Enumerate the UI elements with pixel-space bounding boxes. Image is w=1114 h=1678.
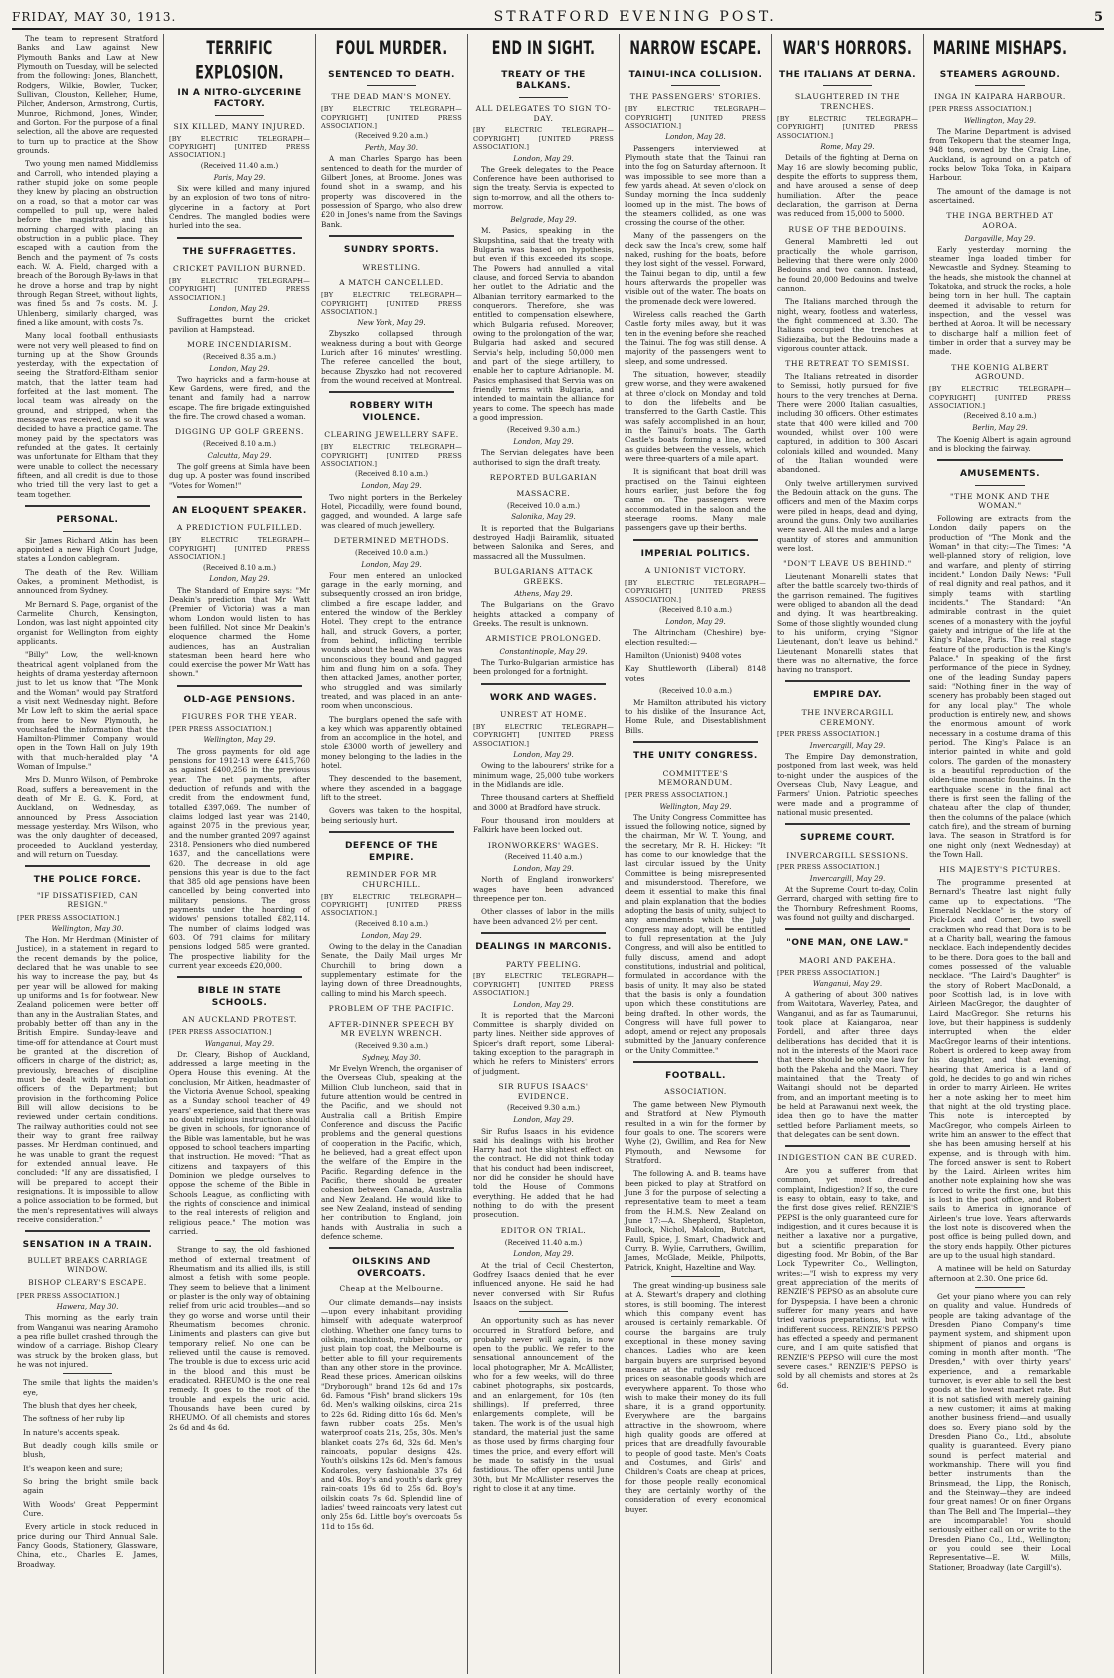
- paragraph: The great winding-up business sale at A. Stewart's drapery and clothing stores, is still booming. The interest which this company event has aroused is certainly remarkable. Of course the bargains are truly exceptional in these money saving chances. Ladies who are keen bargain buyers are surprised beyond measure at the ruthlessly reduced prices on seasonable goods which are everywhere apparent. To those who wish to make their money do its full share, it is a grand opportunity. Everywhere are the bargains attractive in the showroom, where high quality goods are offered at prices that are dreadfully favourable to people of good taste. Men's Coats and Costumes, and Girls' and Children's Coats are cheap at prices, for those people really economical they are certainly worthy of the consideration of every economical buyer.: [625, 1280, 766, 1514]
- divider: [975, 85, 1025, 86]
- divider: [329, 1247, 454, 1249]
- subheading: AN AUCKLAND PROTEST.: [182, 1015, 297, 1025]
- divider: [633, 1061, 758, 1063]
- subheading: FIGURES FOR THE YEAR.: [181, 712, 298, 722]
- paragraph: Two young men named Middlemiss and Carroll, who intended playing a rather stupid joke on some people they knew by placing an obstruction on a road, so that a motor car was compelled to pull up, were haled before the magistrate, and this morning charged with placing an obstruction in a public place. They escaped with a caution from the Bench and the payment of 7s costs each. W. A. Field, charged with a breach of the Borough By-laws in that he drove a horse and trap by night through Regan Street, without lights, was fined 5s and 7s costs. M. J. Uhlenberg, similarly charged, was fined a like amount, with costs 7s.: [17, 159, 158, 327]
- paragraph: The Standard of Empire says: "Mr Deakin's prediction that Mr Watt (Premier of Victoria) was a man whom London would listen to has been fulfilled. Not since Mr Deakin's eloquence charmed the Home audiences, has an Australian statesman been heard here who could exercise the power Mr Watt has shown.": [169, 585, 310, 679]
- paragraph: Early yesterday morning the steamer Inga loaded timber for Newcastle and Sydney. Steaming to the heads, she mistook the channel at Tokatoka, and struck the rocks, a hole being torn in her hull. The captain deemed it advisable to return for inspection, and the vessel was berthed at Aoroa. It will be necessary to discharge half a million feet of timber in order that a survey may be made.: [929, 244, 1071, 357]
- dateline: London, May 29.: [209, 363, 270, 373]
- section-heading: DEALINGS IN MARCONIS.: [475, 942, 612, 953]
- paragraph: It is reported that the Bulgarians destroyed Hadji Bairamlik, situated between Salonika and Seres, and massacred all the Mussulmen.: [473, 523, 614, 561]
- dateline: London, May 29.: [209, 574, 270, 584]
- section-heading: EMPIRE DAY.: [813, 690, 882, 701]
- paragraph: Mrs D. Munro Wilson, of Pembroke Road, suffers a bereavement in the death of Mr E. G. K. Ford, at Auckland, on Wednesday, as announced by Press Association message yesterday. Mrs Wilson, who was the only daughter of deceased, proceeded to Auckland yesterday, and will return on Tuesday.: [17, 775, 158, 860]
- paragraph: The golf greens at Simla have been dug up. A poster was found inscribed "Votes for Women!": [169, 461, 310, 490]
- dateline: Wellington, May 29.: [203, 735, 276, 745]
- received-time: (Received 9.30 a.m.): [506, 1104, 581, 1113]
- agency-line: [BY ELECTRIC TELEGRAPH—COPYRIGHT] [UNITED PRESS ASSOCIATION.]: [321, 105, 462, 131]
- divider: [25, 1230, 150, 1232]
- paragraph: Govers was taken to the hospital, being seriously hurt.: [321, 806, 462, 825]
- paragraph: Four thousand iron moulders at Falkirk have been locked out.: [473, 816, 614, 835]
- paragraph: Three thousand carters at Sheffield and 3000 at Bradford have struck.: [473, 793, 614, 812]
- subheading: STEAMERS AGROUND.: [939, 69, 1061, 80]
- paragraph: The burglars opened the safe with a key which was apparently obtained from an accomplice in the hotel, and stole £3000 worth of jewellery and money belonging to the ladies in the hotel.: [321, 714, 462, 771]
- column-6: [772, 34, 924, 1674]
- dateline: Perth, May 30.: [364, 143, 418, 153]
- dateline: Wanganui, May 29.: [204, 1038, 275, 1048]
- paragraph: "Billy" Low, the well-known theatrical agent volplaned from the heights of drama yesterday afternoon just to let us know that "The Monk and the Woman" would pay Stratford a visit next Wednesday night. Before Mr Low left to skim the aerial space from here to New Plymouth, he vouchsafed the information that the Hamilton-Plimmer Company would open in the Town Hall on July 19th with that much-heralded play "A Woman of Impulse.": [17, 650, 158, 772]
- poem-line: The softness of her ruby lip: [23, 1414, 125, 1424]
- subheading: WRESTLING.: [362, 262, 421, 272]
- subheading: REMINDER FOR MR CHURCHILL.: [346, 870, 437, 889]
- section-heading: THE POLICE FORCE.: [33, 875, 142, 886]
- paragraph: Sir Rufus Isaacs in his evidence said his dealings with his brother Harry had not the slightest effect on the contract. He did not think today that his conduct had been indiscreet, nor did he consider he should have told the House of Commons everything. He added that he had nothing to do with the present prosecution.: [473, 1126, 614, 1220]
- paragraph: This morning as the early train from Wanganui was nearing Aramoho a pea rifle bullet crashed through the window of a carriage. Bishop Cleary was struck by the broken glass, but he was not injured.: [17, 1313, 158, 1369]
- subheading: THE INGA BERTHED AT AOROA.: [946, 211, 1054, 230]
- subheading: CRICKET PAVILION BURNED.: [173, 264, 306, 274]
- paper-title: STRATFORD EVENING POST.: [493, 9, 777, 25]
- dateline: Wellington, May 29.: [963, 115, 1037, 125]
- paragraph: North of England ironworkers' wages have been advanced threepence per ton.: [473, 875, 614, 904]
- paragraph: The death of the Rev. William Oakes, a prominent Methodist, is announced from Sydney.: [17, 567, 158, 596]
- received-time: (Received 10.0 a.m.): [506, 501, 581, 510]
- paragraph: General Mambretti led out practically the whole garrison, believing that there were only 2000 Bedouins and two cannon. Instead, he found 20,000 Bedouins and twelve cannon.: [777, 237, 918, 293]
- subheading: "DON'T LEAVE US BEHIND.": [783, 559, 912, 569]
- paragraph: It is significant that boat drill was practised on the Tainui eighteen hours earlier, just before the fog came on. The passengers were accommodated in the saloon and the steerage rooms. Many male passengers gave up their berths.: [625, 467, 766, 533]
- paragraph: Owing to the delay in the Canadian Senate, the Daily Mail urges Mr Churchill to bring down a supplementary estimate for the laying down of three Dreadnoughts, calling to mind his March speech.: [321, 941, 462, 998]
- headline: NARROW ESCAPE.: [629, 38, 762, 60]
- subheading: BULGARIANS ATTACK GREEKS.: [493, 566, 594, 586]
- agency-line: [PER PRESS ASSOCIATION.]: [625, 791, 728, 800]
- divider: [785, 1145, 910, 1147]
- divider: [785, 928, 910, 930]
- dateline: London, May 29.: [513, 153, 574, 163]
- section-heading: OLD-AGE PENSIONS.: [183, 694, 296, 705]
- paragraph: Many local football enthusiasts were not very well pleased to find on turning up at the Show Grounds yesterday, with the expectation of seeing the Stratford-Eltham senior match, that the latter team had forfeited at the last moment. The local team was already on the ground, and stripped, when the message was received, and so it was decided to have a practice game. The money paid by the spectators was refunded at the gates. It certainly was unfortunate for Eltham that they were unable to collect the necessary fifteen, and all credit is due to those who tried till the very last to get a team together.: [17, 331, 158, 499]
- divider: [823, 85, 872, 86]
- agency-line: [BY ELECTRIC TELEGRAPH—COPYRIGHT] [UNITED PRESS ASSOCIATION.]: [321, 892, 462, 918]
- subheading: UNREST AT HOME.: [499, 710, 588, 720]
- subheading: HIS MAJESTY'S PICTURES.: [939, 865, 1061, 875]
- subheading: AFTER-DINNER SPEECH BY MR EVELYN WRENCH.: [328, 1019, 455, 1039]
- paragraph: The following A. and B. teams have been picked to play at Stratford on June 3 for the purpose of selecting a representative team to meet a team from the H.M.S. New Zealand on June 17:—A. Shepherd, Stapleton, Bullock, Nichol, Malcolm, Butchart, Faull, Spice, J. Smart, Chadwick and Curry. B. Wylie, Carruthers, Gwillim, James, McGlade, Meikle, Philpotts, Patrick, Knight, Hazeltine and Way.: [625, 1169, 766, 1272]
- subheading: A MATCH CANCELLED.: [339, 278, 444, 288]
- received-time: (Received 11.40 a.m.): [200, 161, 279, 170]
- subheading: CLEARING JEWELLERY SAFE.: [324, 430, 459, 440]
- subheading: SENTENCED TO DEATH.: [328, 69, 455, 80]
- section-heading: AMUSEMENTS.: [959, 469, 1041, 480]
- paragraph: M. Pasics, speaking in the Skupshtina, said that the treaty with Bulgaria was based on hypothesis, but even if this exceeded its scope. The Powers had annulled a vital clause, and forced Servia to abandon her outlet to the Adriatic and the Albanian territory earmarked to the conquerors. Therefore, she was entitled to compensation elsewhere, which Bulgaria refused. Moreover, owing to the prolongation of the war, Bulgaria had asked and secured Servia's help, including 50,000 men and part of the siege artillery, to enable her to capture Adrianople. M. Pasics emphasised that Servia was on friendly terms with Bulgaria, and intended to maintain the alliance for years to come. The speech has made a good impression.: [473, 226, 614, 423]
- paragraph: The amount of the damage is not ascertained.: [929, 186, 1071, 205]
- subheading: BULLET BREAKS CARRIAGE WINDOW.: [27, 1255, 148, 1275]
- dateline: Wellington, May 30.: [51, 924, 124, 934]
- page-number: 5: [1093, 9, 1104, 25]
- paragraph: Following are extracts from the London daily papers on the production of "The Monk and the Woman" in that city:—The Times: "A well-planned story of religion, love and warfare, and plenty of stirring incident." London Daily News: "Full of real dignity and real pathos, and it simply teams with startling incidents." The Standard: "An admirable contrast in the quiet scenes of a monastery with the joyful gaiety and intrigue of the life at the King's Palace, Paris. The real stage feature of the production is the King's Palace." In speaking of the first performance of the piece in Sydney, one of the leading Sunday papers said: "Nothing finer in the way of scenery has probably been staged out for any local play." The whole production is entirely new, and shows the enormous amount of work necessary in a costume drama of this period. The King's Palace is an interior painted in white and gold colors. The garden of the monastery is a beautiful reproduction of the olden-time monastic fountains. In the earthquake scene in the final act there is first seen the falling of the chateau after the clap of thunder, then the columns of the palace (which catch fire), and the stream of burning lava. The season in Stratford is for one night only (next Wednesday) at the Town Hall.: [929, 514, 1071, 859]
- paragraph: The Hon. Mr Herdman (Minister of Justice), in a statement in regard to the recent demands by the police, declared that he was unable to see his way to increase the pay, but 4s per year will be allowed for making up uniforms and 1s for footwear. New Zealand policemen were better off than any in the Australian States, and probably better off than any in the British Empire. Sunday-leave and time-off for attendance at Court must be granted at the discretion of officers in charge of the district; as, previously, breaches of discipline must be dealt with by regulation officers of the Department; but provision in the forthcoming Police Bill will allow decisions to be reviewed under certain conditions. The railway authorities could not see their way to grant free railway passes. Mr Herdman continued, and he was unable to grant the request for extended annual leave. He concluded: "If any are dissatisfied, I will be prepared to accept their resignations. It is impossible to allow a police association to be formed, but the men's representatives will always receive consideration.": [17, 935, 158, 1224]
- divider: [25, 505, 150, 507]
- paragraph: Many of the passengers on the deck saw the Inca's crew, some half naked, rushing for the boats, before they lost sight of the vessel. Forward, the Tainui began to dip, until a few hours afterwards the propeller was visible out of the water. The boats on the promenade deck were lowered.: [625, 231, 766, 306]
- subheading: THE RETREAT TO SEMISSI.: [785, 359, 910, 369]
- section-heading: FOOTBALL.: [665, 1071, 726, 1082]
- subheading: ASSOCIATION.: [664, 1086, 727, 1096]
- column-4: [468, 34, 620, 1674]
- received-time: (Received 8.10 a.m.): [202, 439, 277, 448]
- section-heading: SUPREME COURT.: [800, 833, 895, 844]
- agency-line: [BY ELECTRIC TELEGRAPH—COPYRIGHT] [UNITED PRESS ASSOCIATION.]: [169, 276, 310, 302]
- dateline: London, May 28.: [665, 132, 726, 142]
- poem-line: But deadly cough kills smile or blush,: [23, 1440, 158, 1460]
- column-5: [620, 34, 772, 1674]
- divider: [63, 531, 112, 532]
- divider: [329, 235, 454, 237]
- dateline: Dargaville, May 29.: [964, 233, 1036, 243]
- section-heading: THE SUFFRAGETTES.: [182, 246, 297, 257]
- subheading: EDITOR ON TRIAL.: [500, 1225, 587, 1235]
- agency-line: [PER PRESS ASSOCIATION.]: [169, 1028, 272, 1037]
- agency-line: [BY ELECTRIC TELEGRAPH—COPYRIGHT] [UNITED PRESS ASSOCIATION.]: [473, 972, 614, 998]
- paragraph: Only twelve artillerymen survived the Bedouin attack on the guns. The officers and men of the Maxim corps were piled in heaps, dead and dying, around the guns. Only two auxiliaries were saved. All the mules and a large quantity of stores and ammunition were lost.: [777, 478, 918, 553]
- paragraph: Our climate demands—nay insists—upon every inhabitant providing himself with adequate waterproof clothing. Whether one fancy turns to oilskin, mackintosh, rubber coats, or just plain top coat, the Melbourne is better able to fill your requirements than any other store in the province. Read these prices. American oilskins "Dryborough" brand 12s 6d and 17s 6d. Famous "Fish" brand slickers 19s 6d. Men's walking oilskins, circa 21s to 22s 6d. Riding ditto 16s 6d. Men's fawn rubber coats 25s. Men's waterproof coats 21s, 25s, 30s. Men's blanket coats 27s 6d, 32s 6d. Men's raincoats, popular designs 42s. Youth's oilskins 12s 6d. Men's famous Kodaroles, very fashionable 37s 6d and 40s. Boy's and youth's dark grey rain-coats 19s 6d to 25s 6d. Boy's oilskin coats 7s 6d. Splendid line of ladies' tweed raincoats very latest cut only 25s 6d. Little boy's overcoats 5s 11d to 15s 6d.: [321, 1297, 462, 1531]
- subheading: SLAUGHTERED IN THE TRENCHES.: [794, 92, 901, 112]
- paragraph: A man Charles Spargo has been sentenced to death for the murder of Gilbert Jones, at Broome. Jones was found shot in a swamp, and his property was discovered in the possession of Spargo, who also drew £20 in Jones's name from the Savings Bank.: [321, 154, 462, 229]
- paragraph: Suffragettes burnt the cricket pavilion at Hampstead.: [169, 315, 310, 334]
- dateline: London, May 29.: [361, 481, 422, 491]
- section-heading: BIBLE IN STATE SCHOOLS.: [197, 986, 282, 1008]
- divider: [785, 680, 910, 682]
- divider: [785, 823, 910, 825]
- subheading: DIGGING UP GOLF GREENS.: [175, 427, 304, 437]
- dateline: Salonika, May 29.: [511, 512, 576, 522]
- headline: WAR'S HORRORS.: [782, 38, 913, 60]
- received-time: (Received 8.10 a.m.): [658, 606, 733, 615]
- agency-line: [BY ELECTRIC TELEGRAPH—COPYRIGHT] [UNITED PRESS ASSOCIATION.]: [321, 443, 462, 469]
- paragraph: The Empire Day demonstration, postponed from last week, was held to-night under the auspices of the Overseas Club, Navy League, and Farmers' Union. Patriotic speeches were made and a programme of national music presented.: [777, 751, 918, 817]
- paragraph: The Altrincham (Cheshire) bye-election resulted:—: [625, 628, 766, 647]
- paragraph: The programme presented at Bernard's Theatre last night fully came up to expectations. "The Emerald Necklace" is the story of Pick-Lock and Corner, two swell crackmen who read that Dora is to be at a Charity ball, wearing the famous necklace. Each independently decides to be there. Dora goes to the ball and comes possessed of the valuable necklace. "The Laird's Daughter" is the story of Robert MacDonald, a poor Scottish lad, is in love with Airleen MacGregor, the daughter of Laird MacGregor. She returns his love, but their happiness is suddenly interrupted when the elder MacGregor learns of their intentions. Robert is ordered to keep away from his daughter, and that evening, hearing that America is a land of gold, he decides to go and win riches in order to marry Airleen. He writes her a note asking her to meet him that night at the old trysting place. This note is intercepted by MacGregor, who compels Airleen to write him an answer to the effect that she has been amusing herself at his expense, and is through with him. The forced answer is sent to Robert by the Laird. Airleen writes him another note explaining how she was forced to write the first one, but this is lost in the post office, and Robert sails to America in ignorance of Airleen's true love. Years afterwards the lost note is discovered when the post office is being pulled down, and the story ends happily. Other pictures are up to the usual high standard.: [929, 877, 1071, 1261]
- divider: [975, 485, 1025, 486]
- dateline: London, May 29.: [209, 304, 270, 314]
- paragraph: Mr Bernard S. Page, organist of the Carmelite Church, Kensington, London, was last night appointed city organist for Wellington from eighty applicants.: [17, 599, 158, 646]
- divider: [329, 391, 454, 393]
- divider: [63, 1373, 112, 1374]
- paragraph: The Marine Department is advised from Tekoperu that the steamer Inga, 948 tons, owned by the Craig Line, Auckland, is aground on a patch of rocks below Toka Toka, in Kaipara Harbour.: [929, 126, 1071, 183]
- subheading: THE DEAD MAN'S MONEY.: [331, 92, 452, 102]
- subheading: TAINUI-INCA COLLISION.: [628, 69, 763, 80]
- poem-line: The blush that dyes her cheek,: [23, 1400, 138, 1410]
- agency-line: [PER PRESS ASSOCIATION.]: [929, 105, 1032, 114]
- paragraph: The Servian delegates have been authorised to sign the draft treaty.: [473, 448, 614, 467]
- divider: [177, 496, 302, 498]
- paragraph: Zbyszko collapsed through weakness during a bout with George Lurich after 16 minutes' wrestling. The referee cancelled the bout, because Zbyszko had not recovered from the wound received at Montreal.: [321, 329, 463, 386]
- subheading: INVERCARGILL SESSIONS.: [786, 850, 909, 860]
- poem-line: So bring the bright smile back again: [23, 1476, 158, 1496]
- subheading: IRONWORKERS' WAGES.: [487, 840, 600, 850]
- paragraph: At the trial of Cecil Chesterton, Godfrey Isaacs denied that he ever influenced anyone. He said he had never conversed with Sir Rufus Isaacs on the subject.: [473, 1260, 614, 1307]
- column-7: [924, 34, 1076, 1674]
- paragraph: Passengers interviewed at Plymouth state that the Tainui ran into the fog on Saturday afternoon. It was impossible to see more than a few yards ahead. At seven o'clock on Sunday morning the Inca suddenly loomed up in the mist. The bows of the steamers collided, as one was crossing the course of the other.: [625, 143, 766, 228]
- section-heading: PERSONAL.: [56, 515, 119, 526]
- column-2: [164, 34, 316, 1674]
- divider: [215, 1240, 264, 1241]
- headline: TERRIFIC EXPLOSION.: [195, 38, 284, 84]
- paragraph: Lieutenant Monarelli states that after the battle scarcely two-thirds of the garrison remained. The fugitives were obliged to abandon all the dead and dying. It was heartbreaking. Some of those slightly wounded clung to his uniform, crying "Signor Lieutenant, don't leave us behind." Lieutenant Monarelli states that there was no alternative, the force having no transport.: [777, 571, 918, 675]
- paragraph: Wireless calls reached the Garth Castle forty miles away, but it was ten in the evening before she reached the Tainui. The fog was still dense. A majority of the passengers went to sleep, and some undressed.: [625, 310, 766, 366]
- subheading: A PREDICTION FULFILLED.: [176, 523, 303, 533]
- paragraph: A gathering of about 300 natives from Waitotara, Waverley, Patea, and Wanganui, and as far as Taumarunui, took place at Kaiangaroa, near Fordell, and after three days deliberations has decided that it is not in the interests of the Maori race that there should be only one law for both the Pakeha and the Maori. They maintained that the Treaty of Waitangi should not be departed from, and an important meeting is to be held at Parawanui next week, the idea then go to have the matter settled before Parliament meets, so that delegates can be sent down.: [777, 990, 918, 1139]
- paragraph: At the Supreme Court to-day, Colin Gerrard, charged with setting fire to the Thornbury Refreshment Rooms, was found not guilty and discharged.: [777, 885, 918, 922]
- subheading: THE KOENIG ALBERT AGROUND.: [951, 362, 1049, 382]
- dateline: Athens, May 29.: [514, 589, 573, 599]
- paragraph: An opportunity such as has never occurred in Stratford before, and probably never will again, is now open to the public. We refer to the sensational announcement of the local photographer, Mr A. McAllister, who for a few weeks, will do three cabinet photographs, six postcards, and an enlargement, for 10s (ten shillings). If preferred, three enlargements complete, will be taken. The work is of the usual high standard, the material just the same as those used by firms charging four times the price, and every effort will be made to satisfy in the usual fastidious. The offer opens until June 30th, but Mr McAllister reserves the right to close it at any time.: [473, 1316, 614, 1494]
- dateline: London, May 29.: [513, 999, 574, 1009]
- agency-line: [BY ELECTRIC TELEGRAPH—COPYRIGHT] [UNITED PRESS ASSOCIATION.]: [473, 723, 614, 748]
- received-time: (Received 8.10 a.m.): [354, 919, 429, 928]
- received-time: (Received 11.40 a.m.): [504, 853, 583, 862]
- agency-line: [BY ELECTRIC TELEGRAPH—COPYRIGHT] [UNITED PRESS ASSOCIATION.]: [625, 578, 766, 604]
- paragraph: Sir James Richard Atkin has been appointed a new High Court Judge, states a London cablegram.: [17, 535, 158, 564]
- subheading: THE PASSENGERS' STORIES.: [629, 92, 762, 102]
- section-heading: SENSATION IN A TRAIN.: [22, 1240, 153, 1251]
- dateline: London, May 29.: [361, 930, 422, 940]
- section-heading: DEFENCE OF THE EMPIRE.: [344, 841, 439, 863]
- column-1: [12, 34, 164, 1674]
- headline: MARINE MISHAPS.: [932, 38, 1068, 60]
- divider: [519, 97, 568, 98]
- agency-line: [BY ELECTRIC TELEGRAPH—COPYRIGHT] [UNITED PRESS ASSOCIATION.]: [169, 134, 310, 160]
- subheading: IN A NITRO-GLYCERINE FACTORY.: [177, 87, 302, 110]
- paragraph: It is reported that the Marconi Committee is sharply divided on party lines. Neither side approves of Spicer's draft report, some Liberal-taking exception to the paragraph in which he refers to Ministers' errors of judgment.: [473, 1010, 614, 1076]
- received-time: (Received 8.10 a.m.): [202, 563, 277, 572]
- divider: [329, 831, 454, 833]
- divider: [481, 932, 606, 934]
- dateline: London, May 29.: [361, 559, 422, 569]
- divider: [975, 1287, 1025, 1288]
- paragraph: The Turko-Bulgarian armistice has been prolonged for a fortnight.: [473, 658, 614, 677]
- paragraph: Strange to say, the old fashioned method of external treatment of Rheumatism and its allied ills, is still almost a fetish with some people. They seem to believe that a liniment or plaster is the only way of obtaining relief from uric acid troubles—and so they go worse and worse until their Rheumatism becomes chronic. Liniments and plasters can give but temporary relief. No one can be relieved until the cause is removed. The trouble is due to excess uric acid in the blood and this must be eradicated. RHEUMO is the one real remedy. It goes to the root of the trouble and expels the uric acid. Thousands have been cured by RHEUMO. Of all chemists and stores 2s 6d and 4s 6d.: [169, 1245, 310, 1432]
- subheading: DETERMINED METHODS.: [333, 535, 450, 545]
- paragraph: Four men entered an unlocked garage in the early morning, and subsequently crossed an iron bridge, climbed a fire escape ladder, and entered the window of the Berkley Hotel. They crept to the entrance hall, and struck Govers, a porter, from behind, inflicting terrible wounds about the head. When he was unconscious they bound and gagged him and flung him on a sofa. They then attacked James, another porter, who struggled and was similarly treated, and was placed in an ante-room when unconscious.: [321, 570, 462, 711]
- subheading: MAORI AND PAKEHA.: [798, 955, 897, 965]
- agency-line: [BY ELECTRIC TELEGRAPH—COPYRIGHT] [UNITED PRESS ASSOCIATION.]: [321, 291, 462, 316]
- dateline: London, May 29.: [665, 617, 726, 627]
- subheading: TREATY OF THE BALKANS.: [501, 69, 586, 92]
- received-time: (Received 9.30 a.m.): [354, 1042, 429, 1051]
- subheading: A UNIONIST VICTORY.: [644, 566, 747, 576]
- paragraph: The situation, however, steadily grew worse, and they were awakened at three o'clock on Monday and told to don the lifebelts and be transferred to the Garth Castle. This was safely accomplished in an hour, in the Tainui's boats. The Garth Castle's boats forming a line, acted as guides between the vessels, which were three-quarters of a mile apart.: [625, 370, 766, 464]
- section-heading: THE UNITY CONGRESS.: [633, 751, 758, 762]
- subheading: PARTY FEELING.: [505, 959, 582, 969]
- paragraph: Mr Evelyn Wrench, the organiser of the Overseas Club, speaking at the Million Club luncheon, said that in future attention would be centred in the Pacific, and we should not Australia call a British Empire Conference and discuss the Pacific problems and the general questions of cooperation in the Pacific, which, he believed, had a great effect upon the welfare of the Empire in the Pacific. Regarding defence in the Pacific, there should be greater cohesion between Canada, Australia and New Zealand. He would like to see New Zealand, instead of sending her contribution to England, join hands with Australia in such a defence scheme.: [321, 1064, 462, 1241]
- poem-line: It's weapon keen and sure;: [23, 1463, 123, 1473]
- section-heading: SUNDRY SPORTS.: [343, 245, 440, 256]
- dateline: London, May 29.: [513, 750, 574, 760]
- subheading: THE ITALIANS AT DERNA.: [778, 69, 917, 80]
- subheading: INGA IN KAIPARA HARBOUR.: [934, 92, 1066, 102]
- dateline: Belgrade, May 29.: [510, 215, 577, 225]
- agency-line: [BY ELECTRIC TELEGRAPH—COPYRIGHT] [UNITED PRESS ASSOCIATION.]: [625, 105, 766, 131]
- dateline: Hawera, May 30.: [56, 1302, 119, 1312]
- paragraph: Six were killed and many injured by an explosion of two tons of nitro-glycerine in a factory at Port Cendres. The mangled bodies were hurled into the sea.: [169, 183, 310, 231]
- divider: [671, 1276, 720, 1277]
- poem-line: With Woods' Great Peppermint Cure.: [23, 1499, 158, 1518]
- paragraph: The Greek delegates to the Peace Conference have been authorised to sign the treaty. Servia is expected to sign to-morrow, and all the others to-morrow.: [473, 164, 614, 212]
- section-heading: "ONE MAN, ONE LAW.": [786, 938, 909, 949]
- paragraph: Dr. Cleary, Bishop of Auckland, addressed a large meeting in the Opera House this evening. At the conclusion, Mr Aitken, headmaster of the Victoria Avenue School, speaking as a Sunday school teacher of 49 years' experience, said that there was no doubt religious instruction should be given in schools, for ignorance of the Bible was lamentable, but he was opposed to school teachers imparting that instruction. He moved: "That as citizens and taxpayers of this Dominion we pledge ourselves to oppose the scheme of the Bible in Schools League, as conflicting with the rights of conscience and inimical to the real interests of religion and religious peace." The motion was carried.: [169, 1049, 310, 1236]
- received-time: (Received 11.40 a.m.): [504, 1238, 583, 1247]
- dateline: Invercargill, May 29.: [809, 740, 886, 750]
- dateline: London, May 29.: [513, 437, 574, 447]
- paragraph: Other classes of labor in the mills have been advanced 2½ per cent.: [473, 907, 614, 926]
- divider: [481, 683, 606, 685]
- divider: [367, 85, 416, 86]
- dateline: Rome, May 29.: [820, 142, 875, 152]
- section-heading: IMPERIAL POLITICS.: [640, 548, 751, 559]
- received-time: (Received 8.10 a.m.): [354, 470, 429, 479]
- received-time: (Received 10.0 a.m.): [658, 686, 733, 695]
- paragraph: The team to represent Stratford Banks and Law against New Plymouth Banks and Law at New Plymouth on Tuesday, will be selected from the following: Jones, Blanchett, Rodgers, Wilkie, Bowler, Tucker, Sullivan, Clouston, Kelleher, Hume, Pilcher, Anderson, Armstrong, Curtis, Munroe, Richmond, Jones, Winder, and Gorton. For the purpose of a final selection, all the above are requested to turn up to practice at the Show grounds.: [17, 34, 158, 155]
- headline: END IN SIGHT.: [491, 38, 596, 60]
- agency-line: [BY ELECTRIC TELEGRAPH—COPYRIGHT] [UNITED PRESS ASSOCIATION.]: [169, 536, 310, 562]
- section-heading: OILSKINS AND OVERCOATS.: [352, 1257, 431, 1279]
- divider: [177, 976, 302, 978]
- paragraph: Kay Shuttleworth (Liberal) 8148 votes: [625, 664, 766, 683]
- received-time: (Received 9.20 a.m.): [354, 132, 429, 141]
- paragraph: They descended to the basement, where they ascended in a baggage lift to the street.: [321, 774, 462, 803]
- paragraph: Are you a sufferer from that common, yet most dreaded complaint, Indigestion? If so, the cure is easy to obtain, easy to take, and the first dose gives relief. RENZIE'S PEPSI is the only guaranteed cure for indigestion, and it cures because it is neither a laxative nor a purgative, but a scientific preparation for digesting food. Mr Bobin, of the Bar Lock Typewriter Co., Wellington, writes:—"I wish to express my very great appreciation of the merits of RENZIE'S PEPSO as an absolute cure for Dyspepsia. I have been a chronic sufferer for many years and have tried various preparations, but with indifferent success. RENZIE'S PEPSO has effected a speedy and permanent cure, and I am quite satisfied that RENZIE'S PEPSO will cure the most severe cases." RENZIE'S PEPSO is sold by all chemists and stores at 2s 6d.: [777, 1166, 918, 1390]
- issue-date: FRIDAY, MAY 30, 1913.: [12, 10, 177, 24]
- paragraph: The Unity Congress Committee has issued the following notice, signed by the chairman, Mr W. T. Young, and the secretary, Mr R. H. Hickey: "It has come to our knowledge that the last circular issued by the Unity Committee is being misrepresented and misunderstood. Therefore, we deem it essential to make this final and plain explanation that the bodies adopting the basis of unity, subject to any amendments which the July Congress may adopt, will be entitled to full representation at the July Congress, and will also be entitled to fully discuss, amend and adopt constitutions, industrial and political, formulated in accordance with the basis of unity. It may also be stated that the basis is only a foundation upon which these constitutions are being drafted. In other words, the Congress will have full power to adopt, amend or reject any proposals submitted by the January conference or the Unity Committee.": [625, 812, 766, 1055]
- paragraph: The Italians retreated in disorder to Semissi, hotly pursued for five hours to the very trenches at Derna. There were 2000 Italian casualties, including 30 officers. Other estimates state that 400 were killed and 700 wounded, whilst over 100 were captured, in addition to 300 Ascari colonials killed and wounded. Many of the Italian wounded were abandoned.: [777, 371, 918, 475]
- dateline: Invercargill, May 29.: [809, 873, 886, 883]
- divider: [177, 237, 302, 239]
- divider: [633, 539, 758, 541]
- paragraph: Two night porters in the Berkeley Hotel, Piccadilly, were found bound, gagged, and wounded. A large safe was cleared of much jewellery.: [321, 492, 462, 530]
- dateline: Wanganui, May 29.: [812, 978, 883, 988]
- subheading: THE INVERCARGILL CEREMONY.: [801, 708, 894, 727]
- subheading: ALL DELEGATES TO SIGN TO-DAY.: [475, 103, 612, 123]
- subheading: SIR RUFUS ISAACS' EVIDENCE.: [498, 1082, 589, 1101]
- dateline: Sydney, May 30.: [362, 1053, 421, 1062]
- divider: [633, 741, 758, 743]
- column-3: [316, 34, 468, 1674]
- paragraph: Every article in stock reduced in price during our Third Annual Sale. Fancy Goods, Stationery, Glassware, China, etc., Charles E. James, Broadway.: [17, 1522, 158, 1569]
- agency-line: [PER PRESS ASSOCIATION.]: [777, 730, 880, 739]
- subheading: MASSACRE.: [516, 488, 571, 498]
- subheading: "IF DISSATISFIED, CAN RESIGN.": [36, 890, 139, 910]
- agency-line: [BY ELECTRIC TELEGRAPH—COPYRIGHT] [UNITED PRESS ASSOCIATION.]: [929, 385, 1071, 411]
- paragraph: Two hayricks and a farm-house at Kew Gardens, were fired, and the tenant and family had a narrow escape. The fire brigade extinguished the fire. The crowd chased a woman.: [169, 374, 310, 421]
- divider: [671, 85, 720, 86]
- divider: [215, 115, 264, 116]
- poem-line: In nature's accents speak.: [23, 1427, 120, 1437]
- divider: [519, 1311, 568, 1312]
- dateline: New York, May 29.: [357, 318, 426, 328]
- dateline: London, May 29.: [513, 1249, 574, 1259]
- agency-line: [PER PRESS ASSOCIATION.]: [169, 725, 272, 734]
- paragraph: Hamilton (Unionist) 9408 votes: [625, 650, 742, 660]
- subheading: RUSE OF THE BEDOUINS.: [788, 224, 907, 234]
- paragraph: The Bulgarians on the Gravo heights attacked a company of Greeks. The result is unknown.: [473, 600, 614, 629]
- paragraph: Get your piano where you can rely on quality and value. Hundreds of people are taking advantage of the Dresden Piano Company's time payment system, and shipment upon shipment of pianos and organs is coming in month after month. "The Dresden," with over thirty years' experience, and a remarkable turnover, is ever able to sell the best goods at the lowest market rate. But it is not satisfied with merely gaining a new customer; it aims at making another business friend—and usually does so. Every piano sold by the Dresden Piano Co., Ltd., absolute quality is guaranteed. Every piano sound is perfect material and workmanship. There will you find better instruments than the Brinsmead, the Lipp, the Ronisch, and the Steinway—they are indeed four great names! Or on finer Organs than The Bell and The Imperial—they are incomparable! You should seriously either call on or write to the Dresden Piano Co., Ltd., Wellington; or you could see their Local Representative—E. W. Mills, Stationer, Broadway (late Cargill's).: [929, 1292, 1071, 1572]
- headline: FOUL MURDER.: [335, 38, 448, 60]
- subheading: REPORTED BULGARIAN: [489, 473, 598, 483]
- section-heading: WORK AND WAGES.: [489, 692, 598, 703]
- received-time: (Received 8.10 a.m.): [963, 412, 1037, 421]
- paragraph: Owing to the labourers' strike for a minimum wage, 25,000 tube workers in the Midlands are idle.: [473, 761, 614, 790]
- section-heading: AN ELOQUENT SPEAKER.: [172, 505, 307, 516]
- paragraph: The Italians marched through the night, weary, footless and waterless, the fight commenced at 3.30. The Italians occupied the trenches at Sidiezaiba, but the Bedouins made a vigorous counter attack.: [777, 297, 918, 353]
- agency-line: [PER PRESS ASSOCIATION.]: [17, 1291, 120, 1300]
- dateline: Berlin, May 29.: [972, 423, 1028, 433]
- agency-line: [BY ELECTRIC TELEGRAPH—COPYRIGHT] [UNITED PRESS ASSOCIATION.]: [473, 126, 614, 152]
- agency-line: [PER PRESS ASSOCIATION.]: [777, 863, 880, 872]
- received-time: (Received 8.35 a.m.): [202, 352, 277, 361]
- subheading: Cheap at the Melbourne.: [339, 1284, 444, 1294]
- divider: [25, 865, 150, 867]
- subheading: BISHOP CLEARY'S ESCAPE.: [28, 1278, 147, 1288]
- paragraph: The Koenig Albert is again aground and is blocking the fairway.: [929, 434, 1071, 453]
- divider: [177, 685, 302, 687]
- section-heading: ROBBERY WITH VIOLENCE.: [349, 401, 434, 423]
- dateline: Paris, May 29.: [213, 172, 266, 182]
- subheading: "THE MONK AND THE WOMAN.": [950, 491, 1050, 511]
- masthead: [12, 6, 1104, 30]
- divider: [937, 459, 1063, 461]
- subheading: SIX KILLED, MANY INJURED.: [173, 121, 306, 131]
- agency-line: [PER PRESS ASSOCIATION.]: [777, 968, 880, 977]
- subheading: PROBLEM OF THE PACIFIC.: [328, 1003, 455, 1013]
- paragraph: Details of the fighting at Derna on May 16 are slowly becoming public, despite the efforts to suppress them, and have aroused a sense of deep humiliation. After the peace declaration, the garrison at Derna was reduced from 15,000 to 5000.: [777, 153, 918, 219]
- subheading: INDIGESTION CAN BE CURED.: [777, 1153, 918, 1163]
- dateline: London, May 29.: [513, 1115, 574, 1125]
- received-time: (Received 9.30 a.m.): [506, 426, 581, 435]
- dateline: Calcutta, May 29.: [207, 450, 272, 460]
- dateline: London, May 29.: [513, 864, 574, 874]
- agency-line: [PER PRESS ASSOCIATION.]: [17, 913, 120, 922]
- paragraph: The game between New Plymouth and Stratford at New Plymouth resulted in a win for the former by four goals to one. The scorers were Wyhe (2), Gwillim, and Rea for New Plymouth, and Newsome for Stratford.: [625, 1099, 766, 1165]
- paragraph: The gross payments for old age pensions for 1912-13 were £415,760 as against £400,256 in the previous year. The net payments, after deduction of refunds and with the credit from the endowment fund, totalled £397,069. The number of claims lodged last year was 2140, against 2075 in the previous year, and the number granted 2097 against 2318. Pensioners who died numbered 1637, and the cancellations were 620. The decrease in old age pensions this year is due to the fact that 385 old age pensions have been cancelled by being converted into military pensions. The gross payments under the hoarding of widows' pensions totalled £82,114. The number of claims lodged was 603. Of 791 claims for military pensions lodged 585 were granted. The prospective liability for the current year exceeds £20,000.: [169, 746, 310, 971]
- dateline: Wellington, May 29.: [659, 801, 732, 811]
- poem-line: The smile that lights the maiden's eye,: [23, 1378, 158, 1397]
- paragraph: A matinee will be held on Saturday afternoon at 2.30. One price 6d.: [929, 1264, 1071, 1283]
- columns: [12, 34, 1104, 1674]
- subheading: ARMISTICE PROLONGED.: [485, 634, 602, 644]
- agency-line: [BY ELECTRIC TELEGRAPH—COPYRIGHT] [UNITED PRESS ASSOCIATION.]: [777, 114, 918, 140]
- received-time: (Received 10.0 a.m.): [354, 548, 429, 557]
- subheading: COMMITTEE'S MEMORANDUM.: [658, 768, 733, 788]
- paragraph: Mr Hamilton attributed his victory to his dislike of the Insurance Act, Home Rule, and Disestablishment Bills.: [625, 697, 766, 735]
- dateline: Constantinople, May 29.: [499, 647, 588, 657]
- subheading: MORE INCENDIARISM.: [187, 339, 292, 349]
